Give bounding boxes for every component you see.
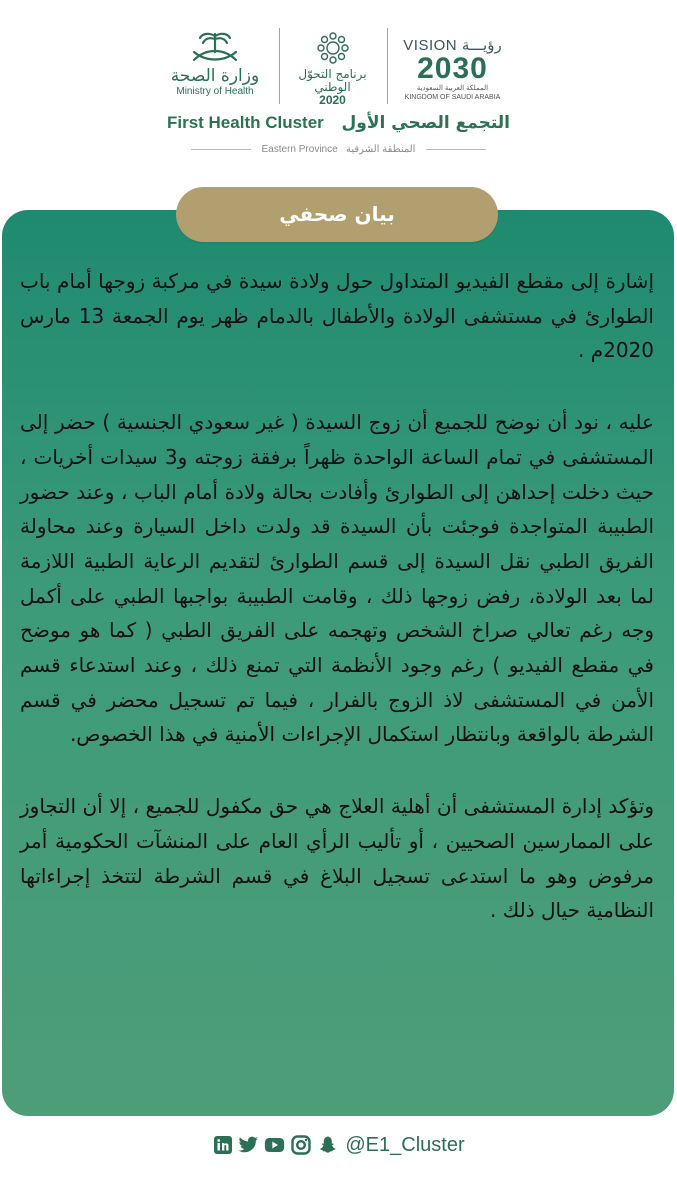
- cluster-title-en: First Health Cluster: [166, 113, 324, 132]
- province-ar: المنطقة الشرقية: [346, 144, 416, 155]
- palm-swords-icon: [188, 30, 242, 64]
- moh-name-ar: وزارة الصحة: [170, 66, 260, 86]
- cluster-title-ar: التجمع الصحي الأول: [341, 113, 511, 133]
- instagram-icon[interactable]: [290, 1135, 311, 1156]
- vision-2030-logo: [395, 22, 510, 112]
- linkedin-icon[interactable]: [212, 1135, 233, 1156]
- divider: [191, 149, 251, 150]
- cluster-title: [0, 113, 677, 133]
- social-bar: [0, 1130, 677, 1160]
- ntp-emblem-icon: [313, 28, 353, 68]
- province-en: Eastern Province: [261, 144, 338, 155]
- header-logos: [0, 22, 677, 112]
- statement-paragraph: عليه ، نود أن نوضح للجميع أن زوج السيدة ( غير سعودي الجنسية ) حضر إلى المستشفى في تمام الساعة الواحدة ظهراً برفقة زوجته و3 سيدات أخريات ، حيث دخلت إحداهن إلى الطوارئ وأفادت بحالة ولادة أمام الباب ، وعند حضور الطبيبة المتواجدة فوجئت بأن السيدة قد ولدت داخل السيارة وعند محاولة الفريق الطبي نقل السيدة إلى قسم الطوارئ لتقديم الرعاية الطبية اللازمة لما بعد الولادة، رفض زوجها ذلك ، وقامت الطبيبة بواجبها الطبي على أكمل وجه رغم تعالي صراخ الشخص وتهجمه على الفريق الطبي ( كما هو موضح في مقطع الفيديو ) رغم وجود الأنظمة التي تمنع ذلك ، وعند استدعاء قسم الأمن في المستشفى لاذ الزوج بالفرار ، فيما تم تسجيل محضر في قسم الشرطة بالواقعة وبانتظار استكمال الإجراءات الأمنية في هذا الخصوص.: [20, 410, 654, 747]
- ntp-2020-logo: [285, 22, 380, 112]
- statement-body: [20, 264, 654, 928]
- statement-paragraph: إشارة إلى مقطع الفيديو المتداول حول ولادة سيدة في مركبة زوجها أمام باب الطوارئ في مستشفى الولادة والأطفال بالدمام ظهر يوم الجمعة 13 مارس 2020م .: [20, 269, 654, 363]
- ntp-year: 2020: [319, 93, 346, 107]
- logo-divider: [279, 28, 280, 104]
- logo-divider: [387, 28, 388, 104]
- vision-country-ar: المملكة العربية السعودية: [416, 85, 489, 92]
- twitter-icon[interactable]: [238, 1135, 259, 1156]
- vision-title: VISION رؤيـــة: [403, 37, 502, 54]
- vision-country-en: KINGDOM OF SAUDI ARABIA: [404, 94, 501, 101]
- moh-logo: [160, 22, 270, 112]
- divider: [426, 149, 486, 150]
- statement-paragraph: وتؤكد إدارة المستشفى أن أهلية العلاج هي حق مكفول للجميع ، إلا أن التجاوز على الممارسين الصحيين ، أو تأليب الرأي العام على المنشآت الحكومية أمر مرفوض وهو ما استدعى تسجيل البلاغ في قسم الشرطة لتتخذ إجراءاتها النظامية حيال ذلك .: [20, 794, 654, 923]
- province-line: [0, 144, 677, 155]
- social-handle[interactable]: @E1_Cluster: [345, 1133, 465, 1156]
- ntp-name: برنامج التحوّل الوطني: [298, 67, 367, 94]
- statement-title: بيان صحفي: [279, 202, 395, 226]
- youtube-icon[interactable]: [264, 1135, 285, 1156]
- vision-year: 2030: [417, 52, 488, 85]
- moh-name-en: Ministry of Health: [176, 86, 254, 97]
- snapchat-icon[interactable]: [316, 1135, 337, 1156]
- statement-heading-pill: [176, 187, 498, 242]
